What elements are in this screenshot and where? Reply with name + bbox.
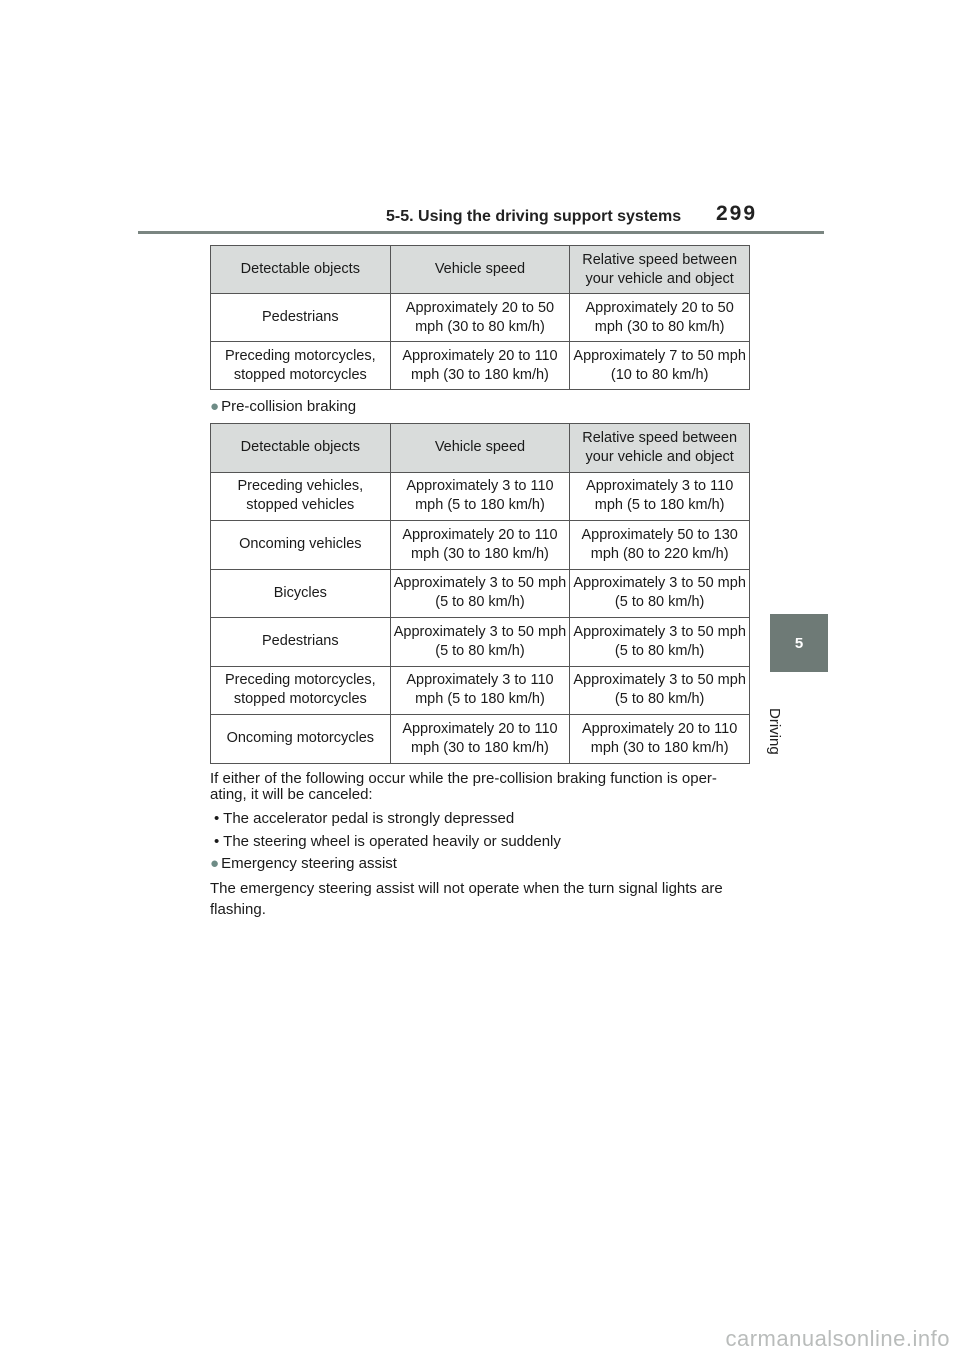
page-number: 299 [716,202,758,225]
table-cell: Approximately 3 to 110 mph (5 to 180 km/h) [390,666,570,715]
table-cell: Approximately 20 to 110 mph (30 to 180 km/h) [390,521,570,570]
list-item [214,833,561,850]
table-cell: Approximately 20 to 110 mph (30 to 180 km/h) [390,715,570,764]
header-detectable-objects: Detectable objects [211,246,391,294]
table-row [211,715,750,764]
table-cell: Oncoming motorcycles [211,715,391,764]
table-cell: Approximately 20 to 50 mph (30 to 80 km/h) [570,294,750,342]
table-row [211,521,750,570]
table-cell: Approximately 50 to 130 mph (80 to 220 km/h) [570,521,750,570]
table-cell: Approximately 3 to 50 mph (5 to 80 km/h) [570,666,750,715]
table-cell: Approximately 20 to 110 mph (30 to 180 km/h) [570,715,750,764]
watermark: carmanualsonline.info [725,1326,950,1351]
bullet-icon: ● [210,398,220,415]
emergency-steering-heading [210,855,397,872]
chapter-number: 5 [794,634,804,652]
pre-collision-braking-heading [210,398,356,415]
chapter-label: Driving [766,708,783,755]
header-divider [138,231,824,234]
table-cell: Approximately 3 to 110 mph (5 to 180 km/h) [390,472,570,521]
table-row [211,666,750,715]
table-header-row [211,424,750,473]
table-cell: Approximately 3 to 50 mph (5 to 80 km/h) [570,569,750,618]
bullet-icon: ● [210,855,220,872]
table-cell: Approximately 7 to 50 mph (10 to 80 km/h) [570,342,750,390]
header-relative-speed: Relative speed between your vehicle and object [570,424,750,473]
heading-text: Pre-collision braking [221,398,357,415]
table-cell: Bicycles [211,569,391,618]
list-item [214,810,514,827]
table-cell: Preceding motorcycles, stopped motorcycles [211,342,391,390]
table-cell: Approximately 3 to 50 mph (5 to 80 km/h) [390,569,570,618]
list-bullet: • [214,833,220,850]
list-item-text: The steering wheel is operated heavily or suddenly [223,833,561,850]
table-cell: Pedestrians [211,294,391,342]
pre-collision-braking-table [210,423,750,764]
heading-text: Emergency steering assist [221,855,397,872]
table-row [211,618,750,667]
table-row [211,569,750,618]
detection-table-top [210,245,750,390]
table-header-row [211,246,750,294]
list-item-text: The accelerator pedal is strongly depressed [223,810,515,827]
chapter-tab [770,614,828,672]
table-row [211,472,750,521]
header-vehicle-speed: Vehicle speed [390,424,570,473]
cancel-note: If either of the following occur while the pre-collision braking function is oper-ating, it will be canceled: [210,770,717,803]
table-cell: Approximately 3 to 110 mph (5 to 180 km/h) [570,472,750,521]
list-bullet: • [214,810,220,827]
table-cell: Approximately 3 to 50 mph (5 to 80 km/h) [390,618,570,667]
table-cell: Oncoming vehicles [211,521,391,570]
header-detectable-objects: Detectable objects [211,424,391,473]
table-cell: Preceding vehicles, stopped vehicles [211,472,391,521]
emergency-steering-text: The emergency steering assist will not operate when the turn signal lights are flashing. [210,880,723,918]
table-cell: Pedestrians [211,618,391,667]
table-cell: Approximately 20 to 110 mph (30 to 180 km/h) [390,342,570,390]
section-title: 5-5. Using the driving support systems [386,208,682,225]
table-row [211,342,750,390]
table-cell: Approximately 3 to 50 mph (5 to 80 km/h) [570,618,750,667]
header-vehicle-speed: Vehicle speed [390,246,570,294]
table-cell: Preceding motorcycles, stopped motorcycles [211,666,391,715]
header-relative-speed: Relative speed between your vehicle and object [570,246,750,294]
table-cell: Approximately 20 to 50 mph (30 to 80 km/h) [390,294,570,342]
table-row [211,294,750,342]
